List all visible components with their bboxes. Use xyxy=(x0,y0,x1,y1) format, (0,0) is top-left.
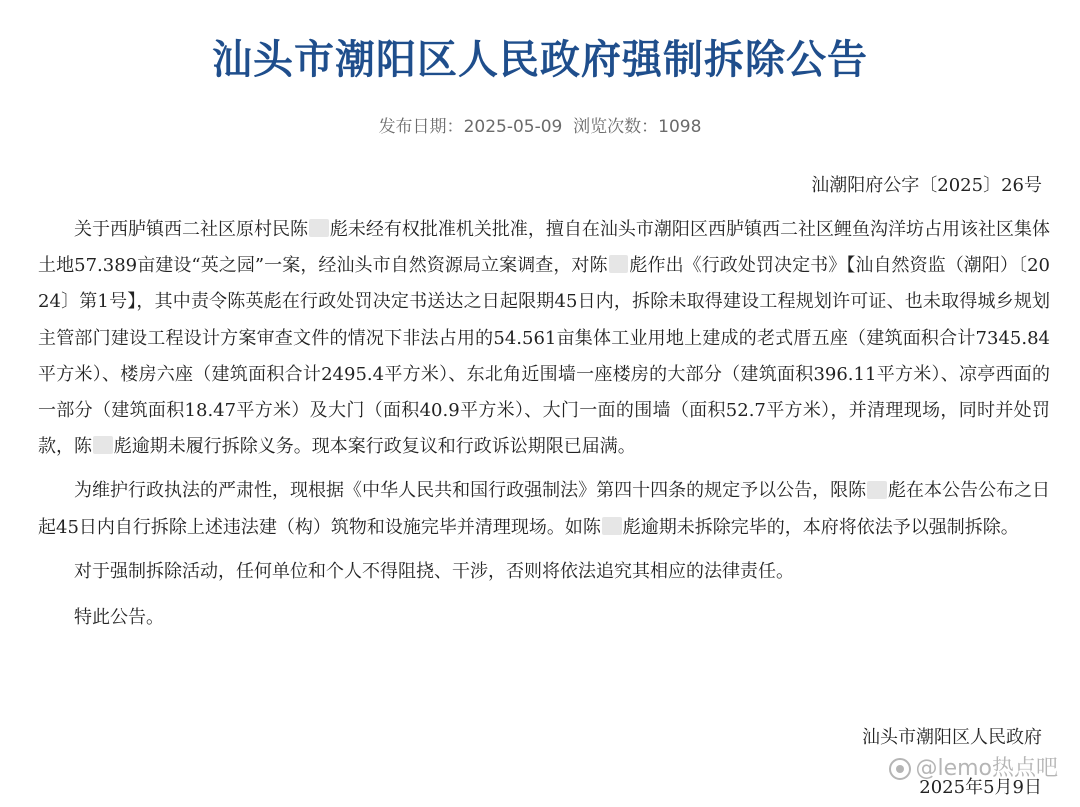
paragraph-closing: 特此公告。 xyxy=(74,607,164,629)
text-segment: 彪作出《行政处罚决定书》【汕自然资监（潮阳）〔2024〕第1号】，其中责令陈英彪在行政处罚决定书送达之日起限期45日内，拆除未取得建设工程规划许可证、也未取得城乡规划主管部门建设工程设计方案审查文件的情况下非法占用的54.561亩集体工业用地上建成的老式厝五座（建筑面积合计7345.84平方米）、楼房六座（建筑面积合计2495.4平方米）、东北角近围墙一座楼房的大部分（建筑面积396.11平方米）、凉亭西面的一部分（建筑面积18.47平方米）及大门（面积40.9平方米）、大门一面的围墙（面积52.7平方米），并清理现场，同时并处罚款，陈 xyxy=(38,255,1050,458)
redacted-name xyxy=(602,517,622,535)
redacted-name xyxy=(309,219,329,237)
paragraph-case xyxy=(38,212,1050,465)
signature-date: 2025年5月9日 xyxy=(919,777,1042,798)
text-segment: 为维护行政执法的严肃性，现根据《中华人民共和国行政强制法》第四十四条的规定予以公告，限陈 xyxy=(74,480,867,502)
text-segment: 彪逾期未拆除完毕的，本府将依法予以强制拆除。 xyxy=(622,516,1019,538)
signature: 汕头市潮阳区人民政府 xyxy=(862,727,1042,748)
text-segment: 彪未经有权批准机关批准，擅自在汕头市潮阳区西胪镇西二社区鲤鱼沟洋坊占用该社区集体土地57.389亩建设“英之园”一案，经汕头市自然资源局立案调查，对陈 xyxy=(38,219,1051,277)
page-title: 汕头市潮阳区人民政府强制拆除公告 xyxy=(212,37,868,83)
document-number: 汕潮阳府公字〔2025〕26号 xyxy=(811,175,1042,196)
notice-body xyxy=(38,212,1050,644)
publish-meta xyxy=(0,114,1080,140)
watermark-text: @lemo热点吧 xyxy=(915,756,1058,781)
redacted-name xyxy=(93,436,113,454)
text-segment: 彪在本公告公布之日起45日内自行拆除上述违法建（构）筑物和设施完毕并清理现场。如陈 xyxy=(38,480,1051,538)
view-count-label: 浏览次数： xyxy=(573,117,659,137)
text-segment: 彪逾期未履行拆除义务。现本案行政复议和行政诉讼期限已届满。 xyxy=(113,436,636,458)
redacted-name xyxy=(867,481,887,499)
text-segment: 关于西胪镇西二社区原村民陈 xyxy=(74,219,309,240)
redacted-name xyxy=(609,255,629,273)
paragraph-order xyxy=(38,473,1050,545)
paragraph-warning: 对于强制拆除活动，任何单位和个人不得阻挠、干涉，否则将依法追究其相应的法律责任。 xyxy=(74,560,794,582)
publish-date: 2025-05-09 xyxy=(463,117,563,137)
view-count: 1098 xyxy=(658,117,702,137)
publish-date-label: 发布日期： xyxy=(378,117,464,137)
watermark-logo-icon xyxy=(889,758,911,780)
